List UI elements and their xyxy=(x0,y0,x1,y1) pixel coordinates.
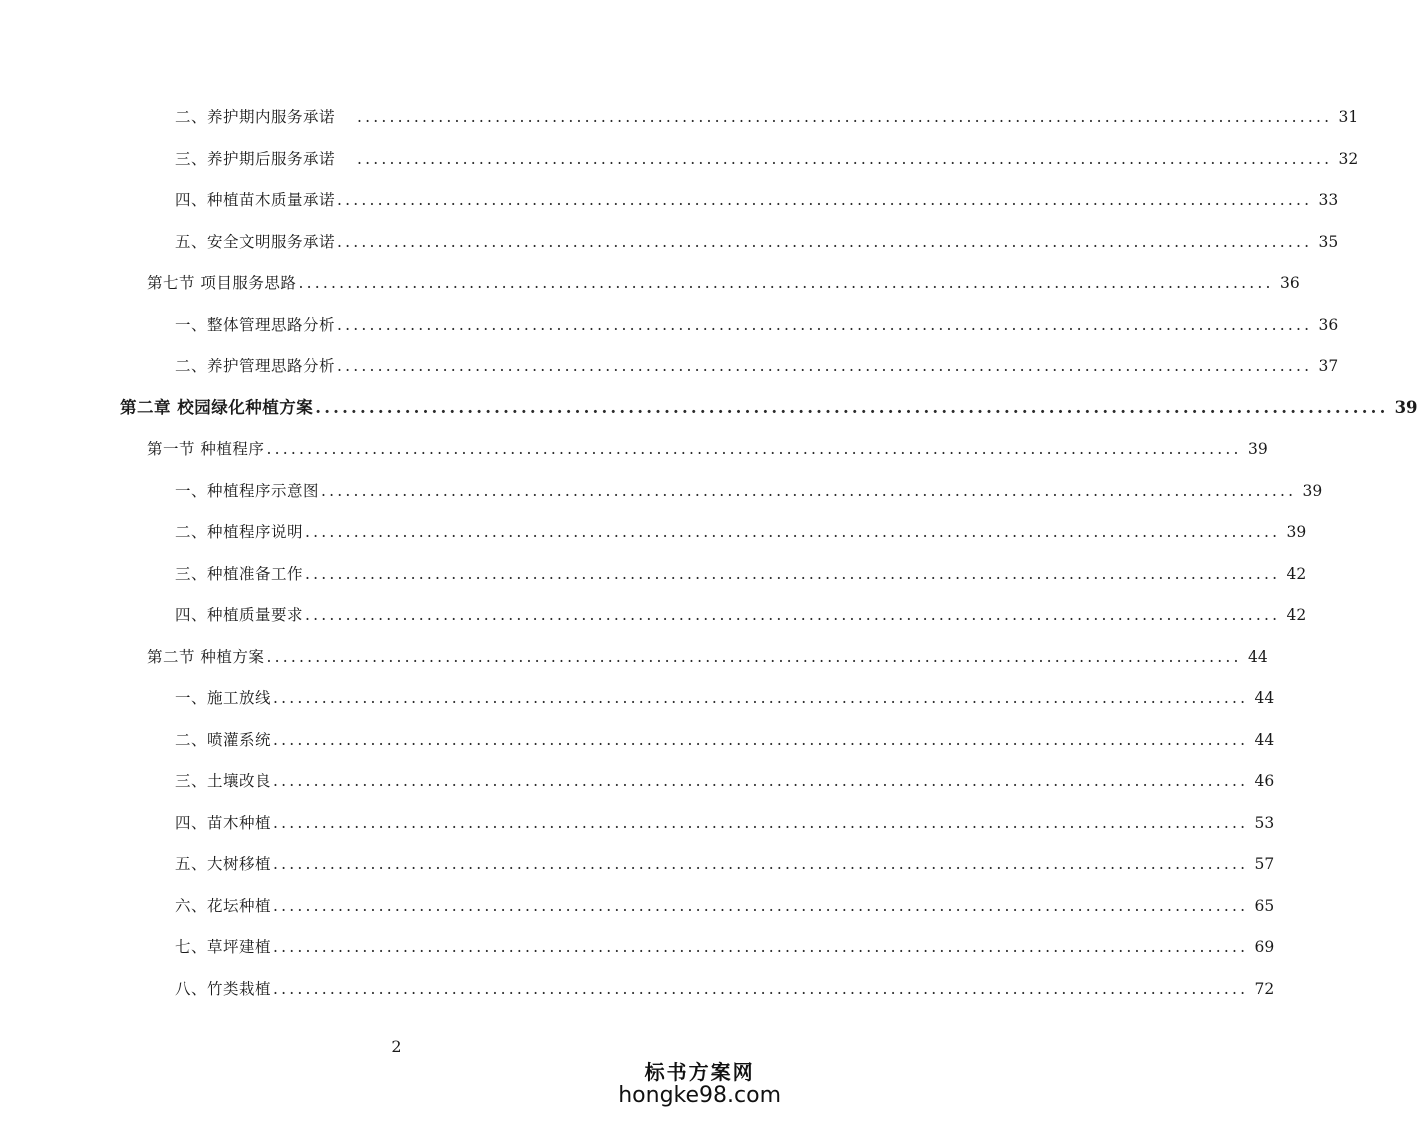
toc-entry-page: 32 xyxy=(1338,149,1359,168)
toc-dot-leader: ........................................................................................................................ xyxy=(266,647,1242,666)
toc-entry-page: 36 xyxy=(1279,274,1300,292)
toc-dot-leader: ........................................................................................................................ xyxy=(273,938,1249,956)
toc-entry-page: 39 xyxy=(1247,440,1268,458)
toc-entry-title: 二、养护期内服务承诺 xyxy=(175,108,336,126)
toc-entry[interactable] xyxy=(175,728,1275,752)
toc-entry-page: 39 xyxy=(1302,481,1323,500)
watermark-url: hongke98.com xyxy=(618,1083,781,1108)
toc-entry[interactable] xyxy=(147,271,1300,295)
toc-dot-leader: ........................................................................................................................ xyxy=(337,232,1313,251)
toc-entry-title: 七、草坪建植 xyxy=(175,938,272,956)
toc-entry-page: 44 xyxy=(1254,689,1275,707)
toc-entry-title: 四、苗木种植 xyxy=(175,813,272,832)
toc-entry-page: 72 xyxy=(1254,979,1275,998)
watermark-chinese: 标书方案网 xyxy=(644,1060,755,1084)
toc-entry-page: 42 xyxy=(1286,606,1307,624)
toc-entry-title: 第二节 种植方案 xyxy=(147,647,265,666)
toc-entry[interactable] xyxy=(175,313,1339,337)
toc-entry-page: 42 xyxy=(1286,564,1307,583)
toc-entry-title: 八、竹类栽植 xyxy=(175,979,272,998)
toc-dot-leader: ........................................................................................................................ xyxy=(298,274,1274,292)
toc-dot-leader: ........................................................................................................................ xyxy=(315,397,1389,417)
toc-dot-leader: ........................................................................................................................ xyxy=(273,896,1249,915)
toc-dot-leader: ........................................................................................................................ xyxy=(357,108,1333,126)
toc-entry-page: 57 xyxy=(1254,855,1275,873)
toc-dot-leader: ........................................................................................................................ xyxy=(305,606,1281,624)
toc-entry-title: 第一节 种植程序 xyxy=(147,440,265,458)
page-number: 2 xyxy=(391,1037,402,1056)
toc-entry-page: 65 xyxy=(1254,896,1275,915)
toc-entry-page: 36 xyxy=(1318,315,1339,334)
toc-entry-title: 三、土壤改良 xyxy=(175,772,272,790)
toc-entry-title: 二、种植程序说明 xyxy=(175,523,304,541)
toc-dot-leader: ........................................................................................................................ xyxy=(357,149,1333,168)
toc-entry-page: 33 xyxy=(1318,191,1339,209)
toc-entry[interactable] xyxy=(120,396,1418,420)
toc-entry[interactable] xyxy=(175,603,1307,627)
toc-entry[interactable] xyxy=(175,479,1323,503)
toc-entry[interactable] xyxy=(175,935,1275,959)
toc-entry-title: 第七节 项目服务思路 xyxy=(147,274,297,292)
toc-entry[interactable] xyxy=(147,437,1268,461)
toc-entry-page: 39 xyxy=(1394,397,1418,417)
toc-dot-leader: ........................................................................................................................ xyxy=(305,564,1281,583)
toc-entry[interactable] xyxy=(175,230,1339,254)
toc-entry-title: 四、种植苗木质量承诺 xyxy=(175,191,336,209)
toc-dot-leader: ........................................................................................................................ xyxy=(337,357,1313,375)
toc-entry-title: 五、大树移植 xyxy=(175,855,272,873)
toc-entry-title: 六、花坛种植 xyxy=(175,896,272,915)
toc-entry-title: 三、养护期后服务承诺 xyxy=(175,149,336,168)
toc-dot-leader: ........................................................................................................................ xyxy=(305,523,1281,541)
toc-entry-title: 一、整体管理思路分析 xyxy=(175,315,336,334)
toc-entry-page: 37 xyxy=(1318,357,1339,375)
toc-entry-title: 三、种植准备工作 xyxy=(175,564,304,583)
toc-entry[interactable] xyxy=(175,520,1307,544)
toc-dot-leader: ........................................................................................................................ xyxy=(273,730,1249,749)
toc-dot-leader: ........................................................................................................................ xyxy=(273,813,1249,832)
toc-dot-leader: ........................................................................................................................ xyxy=(273,855,1249,873)
toc-entry[interactable] xyxy=(175,562,1307,586)
toc-entry[interactable] xyxy=(147,645,1268,669)
toc-entry[interactable] xyxy=(175,105,1359,129)
toc-entry-page: 31 xyxy=(1338,108,1359,126)
toc-entry-page: 53 xyxy=(1254,813,1275,832)
toc-entry-page: 44 xyxy=(1247,647,1268,666)
toc-dot-leader: ........................................................................................................................ xyxy=(321,481,1297,500)
toc-dot-leader: ........................................................................................................................ xyxy=(266,440,1242,458)
toc-entry[interactable] xyxy=(175,811,1275,835)
toc-entry-title: 一、种植程序示意图 xyxy=(175,481,320,500)
toc-entry[interactable] xyxy=(175,147,1359,171)
toc-entry-title: 二、养护管理思路分析 xyxy=(175,357,336,375)
toc-entry-page: 35 xyxy=(1318,232,1339,251)
toc-entry-title: 五、安全文明服务承诺 xyxy=(175,232,336,251)
toc-dot-leader: ........................................................................................................................ xyxy=(273,772,1249,790)
toc-dot-leader: ........................................................................................................................ xyxy=(337,191,1313,209)
toc-entry-page: 39 xyxy=(1286,523,1307,541)
toc-dot-leader: ........................................................................................................................ xyxy=(273,689,1249,707)
toc-entry[interactable] xyxy=(175,188,1339,212)
toc-entry[interactable] xyxy=(175,977,1275,1001)
toc-dot-leader: ........................................................................................................................ xyxy=(337,315,1313,334)
toc-entry-title: 一、施工放线 xyxy=(175,689,272,707)
toc-entry-page: 46 xyxy=(1254,772,1275,790)
toc-entry-page: 44 xyxy=(1254,730,1275,749)
toc-entry-page: 69 xyxy=(1254,938,1275,956)
toc-entry[interactable] xyxy=(175,686,1275,710)
toc-dot-leader: ........................................................................................................................ xyxy=(273,979,1249,998)
toc-entry-title: 二、喷灌系统 xyxy=(175,730,272,749)
watermark xyxy=(618,1060,781,1108)
toc-entry[interactable] xyxy=(175,852,1275,876)
toc-entry-title: 四、种植质量要求 xyxy=(175,606,304,624)
toc-entry[interactable] xyxy=(175,354,1339,378)
toc-entry[interactable] xyxy=(175,894,1275,918)
toc-entry[interactable] xyxy=(175,769,1275,793)
toc-entry-title: 第二章 校园绿化种植方案 xyxy=(120,397,314,417)
